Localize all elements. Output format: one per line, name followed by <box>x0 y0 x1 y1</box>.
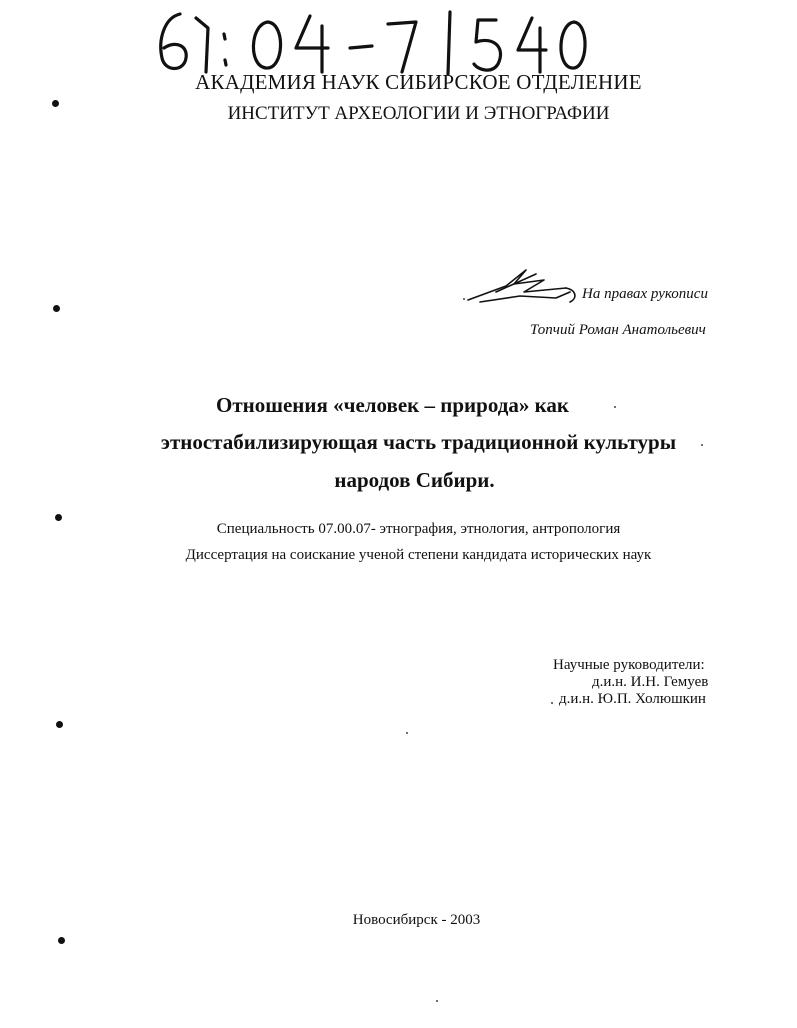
scan-speck <box>463 298 465 300</box>
advisor-item: д.и.н. Ю.П. Холюшкин <box>559 691 706 707</box>
author-name: Топчий Роман Анатольевич <box>530 322 706 338</box>
advisors-heading: Научные руководители: <box>553 657 705 673</box>
binding-mark <box>56 721 63 728</box>
degree-line: Диссертация на соискание ученой степени кандидата исторических наук <box>185 547 652 563</box>
institute-name: ИНСТИТУТ АРХЕОЛОГИИ И ЭТНОГРАФИИ <box>227 103 610 124</box>
scan-speck <box>701 444 703 446</box>
manuscript-rights-label: На правах рукописи <box>582 286 708 302</box>
binding-mark <box>52 100 59 107</box>
scan-speck <box>406 732 408 734</box>
advisor-item: д.и.н. И.Н. Гемуев <box>592 674 709 690</box>
dissertation-title-line-1: Отношения «человек – природа» как <box>215 393 569 417</box>
dissertation-title-line-3: народов Сибири. <box>334 468 495 492</box>
binding-mark <box>55 514 62 521</box>
scan-speck <box>436 1000 438 1002</box>
binding-mark <box>53 305 60 312</box>
specialty-line: Специальность 07.00.07- этнография, этнология, антропология <box>216 521 621 537</box>
author-signature <box>466 262 584 308</box>
academy-name: АКАДЕМИЯ НАУК СИБИРСКОЕ ОТДЕЛЕНИЕ <box>195 70 642 94</box>
dissertation-title-line-2: этностабилизирующая часть традиционной культуры <box>160 430 677 454</box>
scan-speck <box>614 406 616 408</box>
scan-speck <box>551 702 553 704</box>
binding-mark <box>58 937 65 944</box>
handwritten-catalogue-number <box>150 8 590 78</box>
city-year: Новосибирск - 2003 <box>352 912 481 928</box>
